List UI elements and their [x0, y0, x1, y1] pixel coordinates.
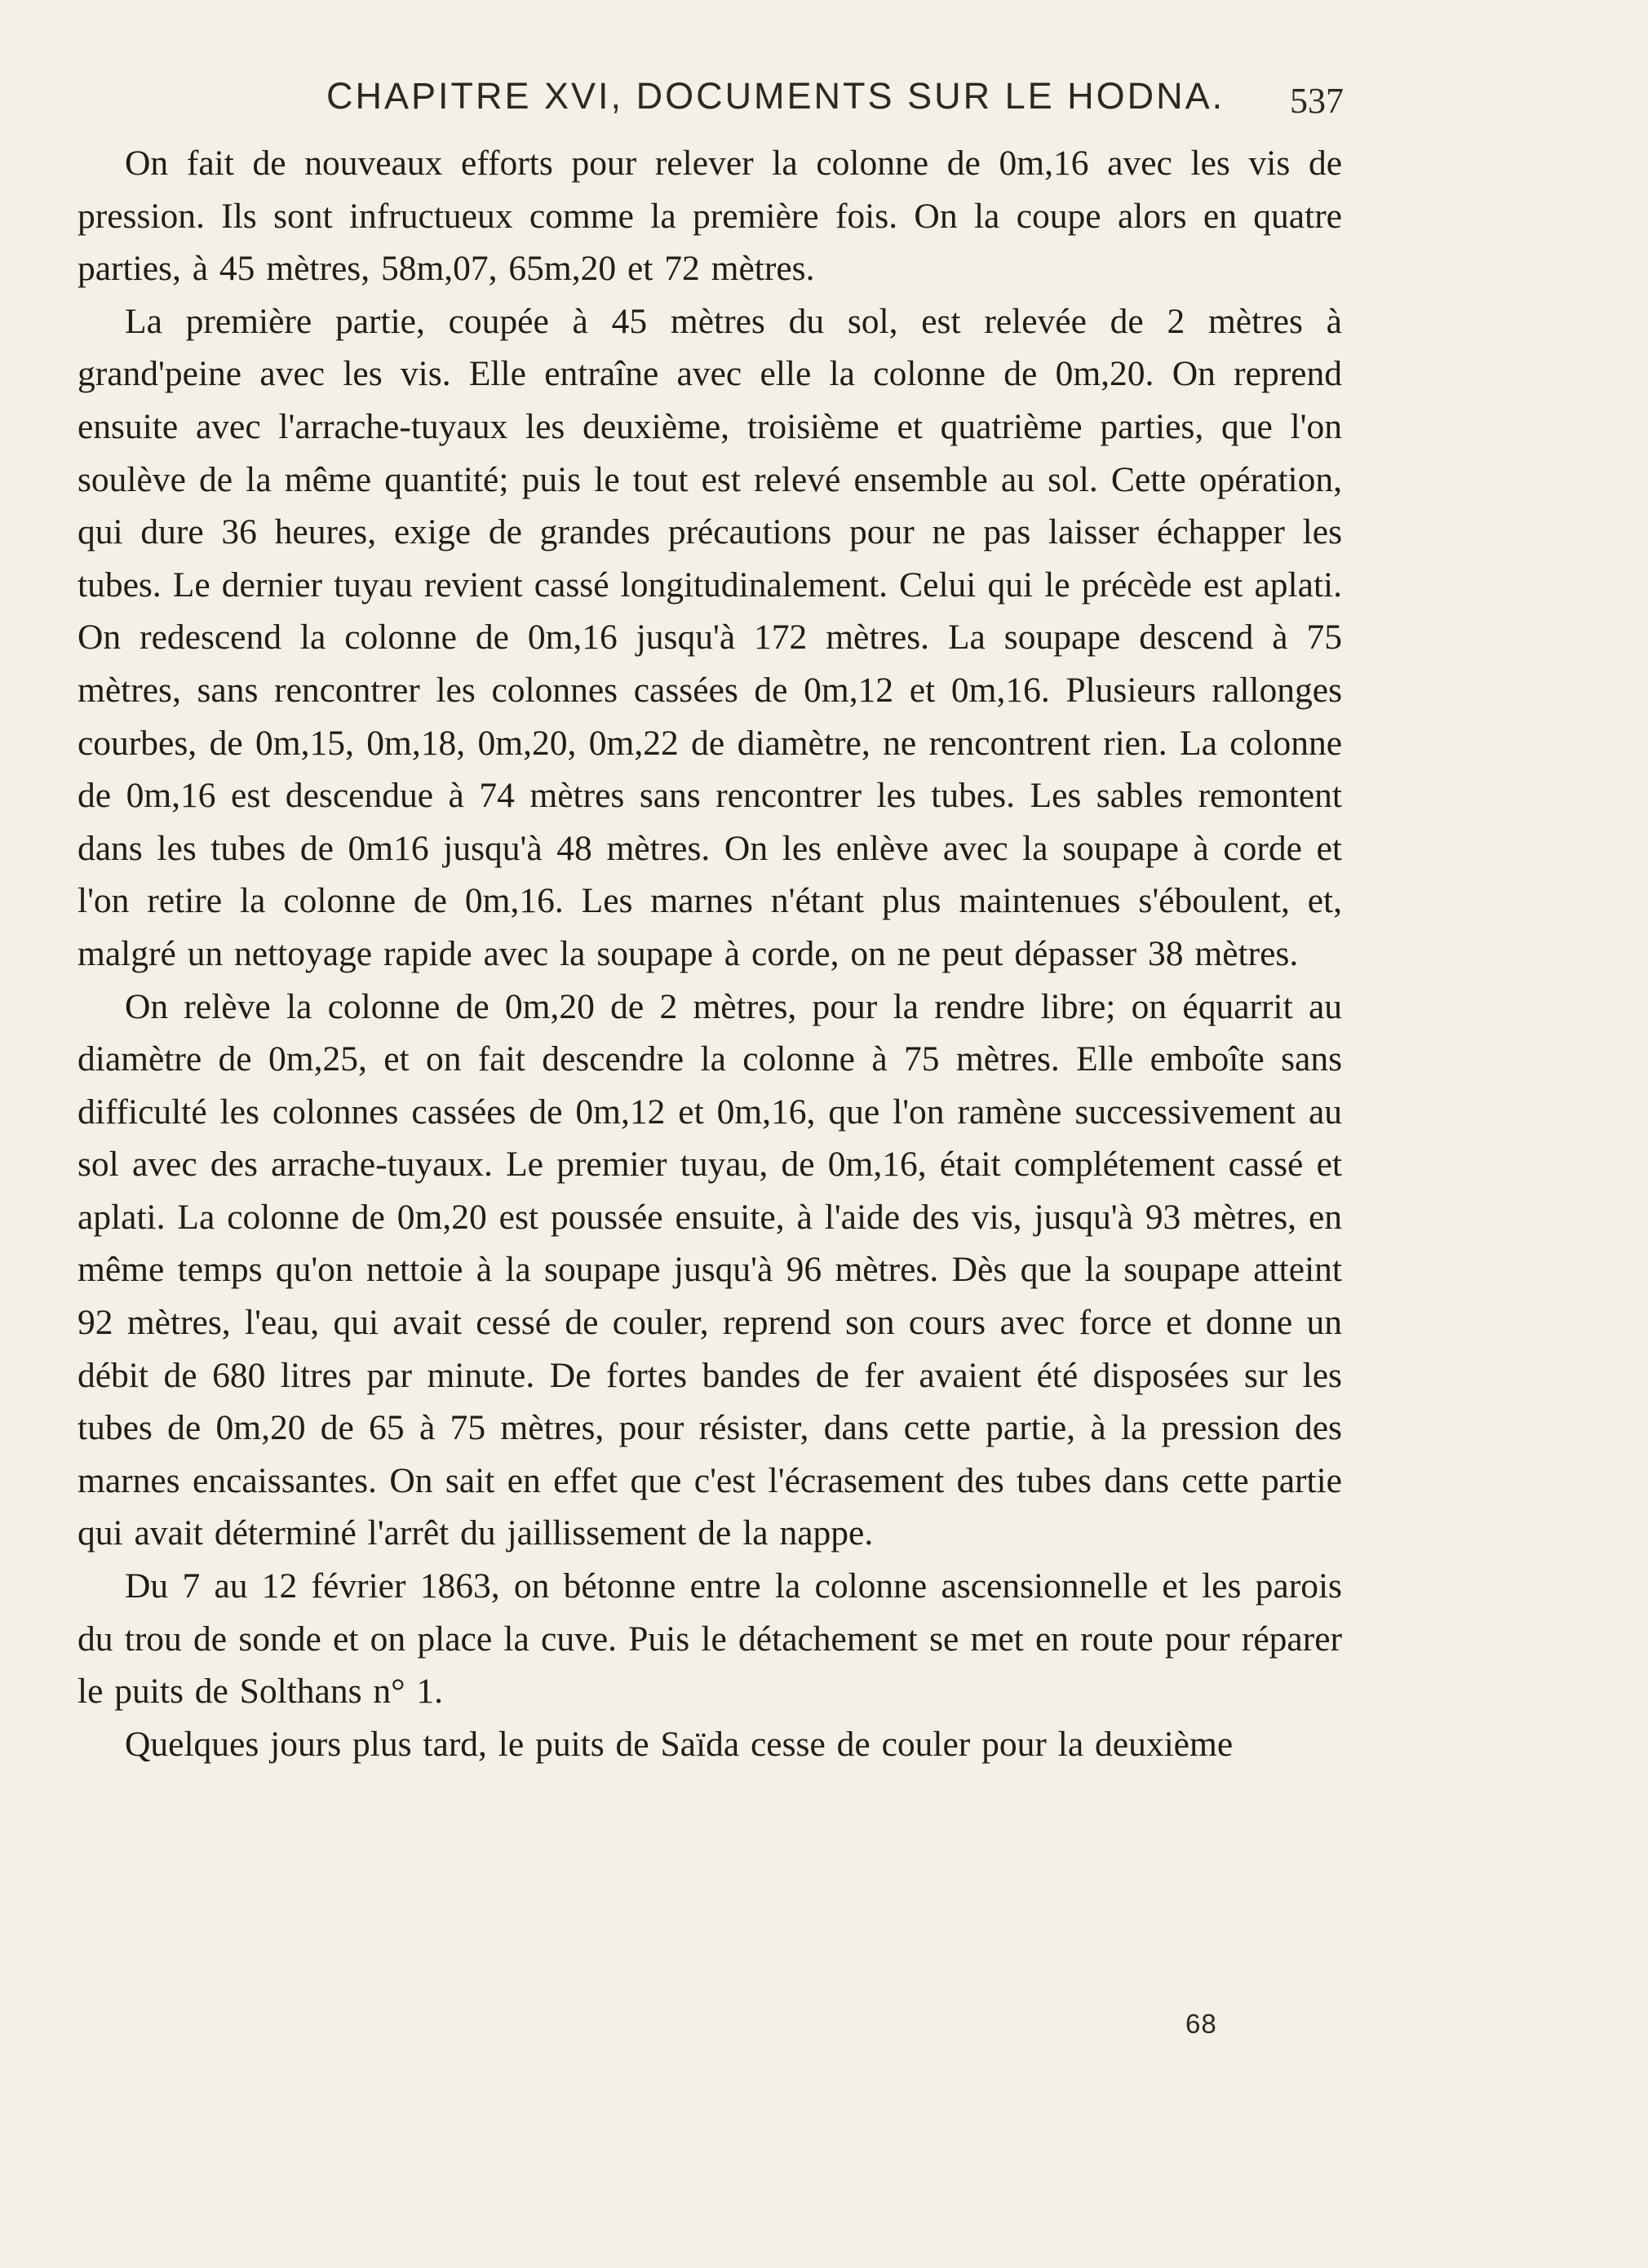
running-head: [0, 75, 1648, 124]
body-text: [78, 137, 1342, 1770]
page-number: 537: [1290, 81, 1344, 121]
paragraph-1: On fait de nouveaux efforts pour relever la colonne de 0m,16 avec les vis de pression. Ils sont infructueux comme la première fois. On la coupe alors en quatre parties, à 45 mètres, 58m,07, 65m,20 et 72 mètres.: [78, 144, 1342, 289]
paragraph-5: Quelques jours plus tard, le puits de Saïda cesse de couler pour la deuxième: [125, 1724, 1234, 1764]
paragraph-2: La première partie, coupée à 45 mètres du sol, est relevée de 2 mètres à grand'peine avec les vis. Elle entraîne avec elle la colonne de 0m,20. On reprend ensuite avec l'arrache-tuyaux les deuxième, troisième et quatrième parties, que l'on soulève de la même quantité; puis le tout est relevé ensemble au sol. Cette opération, qui dure 36 heures, exige de grandes précautions pour ne pas laisser échapper les tubes. Le dernier tuyau revient cassé longitudinalement. Celui qui le précède est aplati. On redescend la colonne de 0m,16 jusqu'à 172 mètres. La soupape descend à 75 mètres, sans rencontrer les colonnes cassées de 0m,12 et 0m,16. Plusieurs rallonges courbes, de 0m,15, 0m,18, 0m,20, 0m,22 de diamètre, ne rencontrent rien. La colonne de 0m,16 est descendue à 74 mètres sans rencontrer les tubes. Les sables remontent dans les tubes de 0m16 jusqu'à 48 mètres. On les enlève avec la soupape à corde et l'on retire la colonne de 0m,16. Les marnes n'étant plus maintenues s'éboulent, et, malgré un nettoyage rapide avec la soupape à corde, on ne peut dépasser 38 mètres.: [78, 301, 1342, 973]
chapter-title: CHAPITRE XVI, DOCUMENTS SUR LE HODNA.: [326, 75, 1225, 117]
paragraph-4: Du 7 au 12 février 1863, on bétonne entre la colonne ascensionnelle et les parois du trou de sonde et on place la cuve. Puis le détachement se met en route pour réparer le puits de Solthans n° 1.: [78, 1566, 1342, 1712]
paragraph-3: On relève la colonne de 0m,20 de 2 mètres, pour la rendre libre; on équarrit au diamètre de 0m,25, et on fait descendre la colonne à 75 mètres. Elle emboîte sans difficulté les colonnes cassées de 0m,12 et 0m,16, que l'on ramène successivement au sol avec des arrache-tuyaux. Le premier tuyau, de 0m,16, était complétement cassé et aplati. La colonne de 0m,20 est poussée ensuite, à l'aide des vis, jusqu'à 93 mètres, en même temps qu'on nettoie à la soupape jusqu'à 96 mètres. Dès que la soupape atteint 92 mètres, l'eau, qui avait cessé de couler, reprend son cours avec force et donne un débit de 680 litres par minute. De fortes bandes de fer avaient été disposées sur les tubes de 0m,20 de 65 à 75 mètres, pour résister, dans cette partie, à la pression des marnes encaissantes. On sait en effet que c'est l'écrasement des tubes dans cette partie qui avait déterminé l'arrêt du jaillissement de la nappe.: [78, 986, 1342, 1553]
signature-mark: 68: [1185, 2009, 1217, 2039]
